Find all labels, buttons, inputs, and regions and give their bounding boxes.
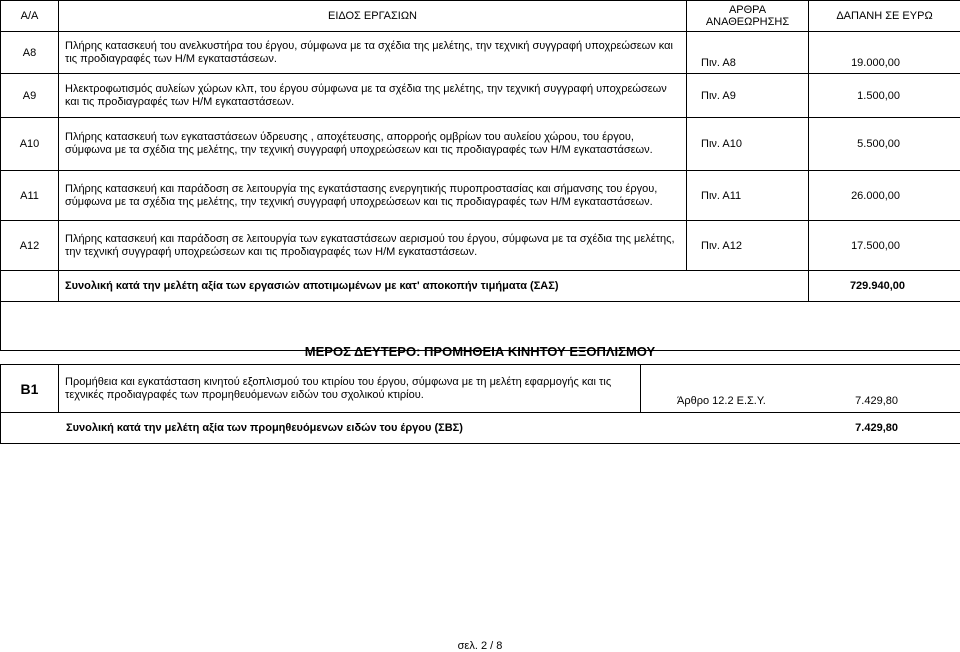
row-cost: 5.500,00	[809, 118, 960, 171]
row-cost: 1.500,00	[809, 74, 960, 118]
row-cost: 19.000,00	[809, 32, 960, 74]
total-row	[1, 413, 960, 444]
table-header-row	[1, 1, 960, 32]
table-row	[1, 74, 960, 118]
page-number: σελ. 2 / 8	[0, 640, 960, 652]
row-description: Πλήρης κατασκευή των εγκαταστάσεων ύδρευσης , αποχέτευσης, απορροής ομβρίων του αυλείου χώρου, του έργου, σύμφωνα με τα σχέδια της μελέτης, την τεχνική συγγραφή υποχρεώσεων και τις προδιαγραφές των Η/Μ εγκαταστάσεων.	[59, 118, 687, 171]
total-value: 729.940,00	[809, 271, 960, 302]
total-row	[1, 271, 960, 302]
b1-article: Άρθρο 12.2 Ε.Σ.Υ.	[641, 365, 801, 413]
table-row	[1, 365, 960, 413]
header-cost: ΔΑΠΑΝΗ ΣΕ ΕΥΡΩ	[809, 1, 960, 32]
table-row	[1, 171, 960, 221]
row-description: Πλήρης κατασκευή και παράδοση σε λειτουργία της εγκατάστασης ενεργητικής πυροπροστασίας και σήμανσης του έργου, σύμφωνα με τα σχέδια της μελέτης, την τεχνική συγγραφή υποχρεώσεων και τις προδιαγραφές των Η/Μ εγκαταστάσεων.	[59, 171, 687, 221]
row-code: Α12	[1, 221, 59, 271]
row-article: Πιν. Α10	[687, 118, 809, 171]
row-description: Πλήρης κατασκευή και παράδοση σε λειτουργία των εγκαταστάσεων αερισμού του έργου, σύμφωνα με τα σχέδια της μελέτης, την τεχνική συγγραφή υποχρεώσεων και τις προδιαγραφές των Η/Μ εγκαταστάσεων.	[59, 221, 687, 271]
header-description: ΕΙΔΟΣ ΕΡΓΑΣΙΩΝ	[59, 1, 687, 32]
row-article: Πιν. Α11	[687, 171, 809, 221]
b1-cost: 7.429,80	[801, 365, 960, 413]
total2-value: 7.429,80	[801, 413, 960, 444]
total-label: Συνολική κατά την μελέτη αξία των εργασιών αποτιμωμένων με κατ' αποκοπήν τιμήματα (ΣΑΣ)	[59, 271, 809, 302]
row-description: Πλήρης κατασκευή του ανελκυστήρα του έργου, σύμφωνα με τα σχέδια της μελέτης, την τεχνική συγγραφή υποχρεώσεων και τις προδιαγραφές των Η/Μ εγκαταστάσεων.	[59, 32, 687, 74]
row-code: Α10	[1, 118, 59, 171]
header-articles: ΑΡΘΡΑ ΑΝΑΘΕΩΡΗΣΗΣ	[687, 1, 809, 32]
table-row	[1, 118, 960, 171]
row-code: Α9	[1, 74, 59, 118]
header-code: Α/Α	[1, 1, 59, 32]
total2-label: Συνολική κατά την μελέτη αξία των προμηθευόμενων ειδών του έργου (ΣΒΣ)	[1, 413, 801, 444]
table-row	[1, 221, 960, 271]
row-article: Πιν. Α8	[687, 32, 809, 74]
part2-table	[0, 364, 960, 444]
row-description: Ηλεκτροφωτισμός αυλείων χώρων κλπ, του έργου σύμφωνα με τα σχέδια της μελέτης, την τεχνική συγγραφή υποχρεώσεων και τις προδιαγραφές των Η/Μ εγκαταστάσεων.	[59, 74, 687, 118]
part2-title: ΜΕΡΟΣ ΔΕΥΤΕΡΟ: ΠΡΟΜΗΘΕΙΑ ΚΙΝΗΤΟΥ ΕΞΟΠΛΙΣΜΟΥ	[0, 344, 960, 359]
row-code: Α8	[1, 32, 59, 74]
row-article: Πιν. Α12	[687, 221, 809, 271]
row-cost: 17.500,00	[809, 221, 960, 271]
table-row	[1, 32, 960, 74]
b1-description: Προμήθεια και εγκατάσταση κινητού εξοπλισμού του κτιρίου του έργου, σύμφωνα με τη μελέτη εφαρμογής και τις τεχνικές προδιαγραφές των προμηθευόμενων ειδών του σχολικού κτιρίου.	[59, 365, 641, 413]
row-code: Α11	[1, 171, 59, 221]
row-article: Πιν. Α9	[687, 74, 809, 118]
row-cost: 26.000,00	[809, 171, 960, 221]
b1-code: Β1	[1, 365, 59, 413]
